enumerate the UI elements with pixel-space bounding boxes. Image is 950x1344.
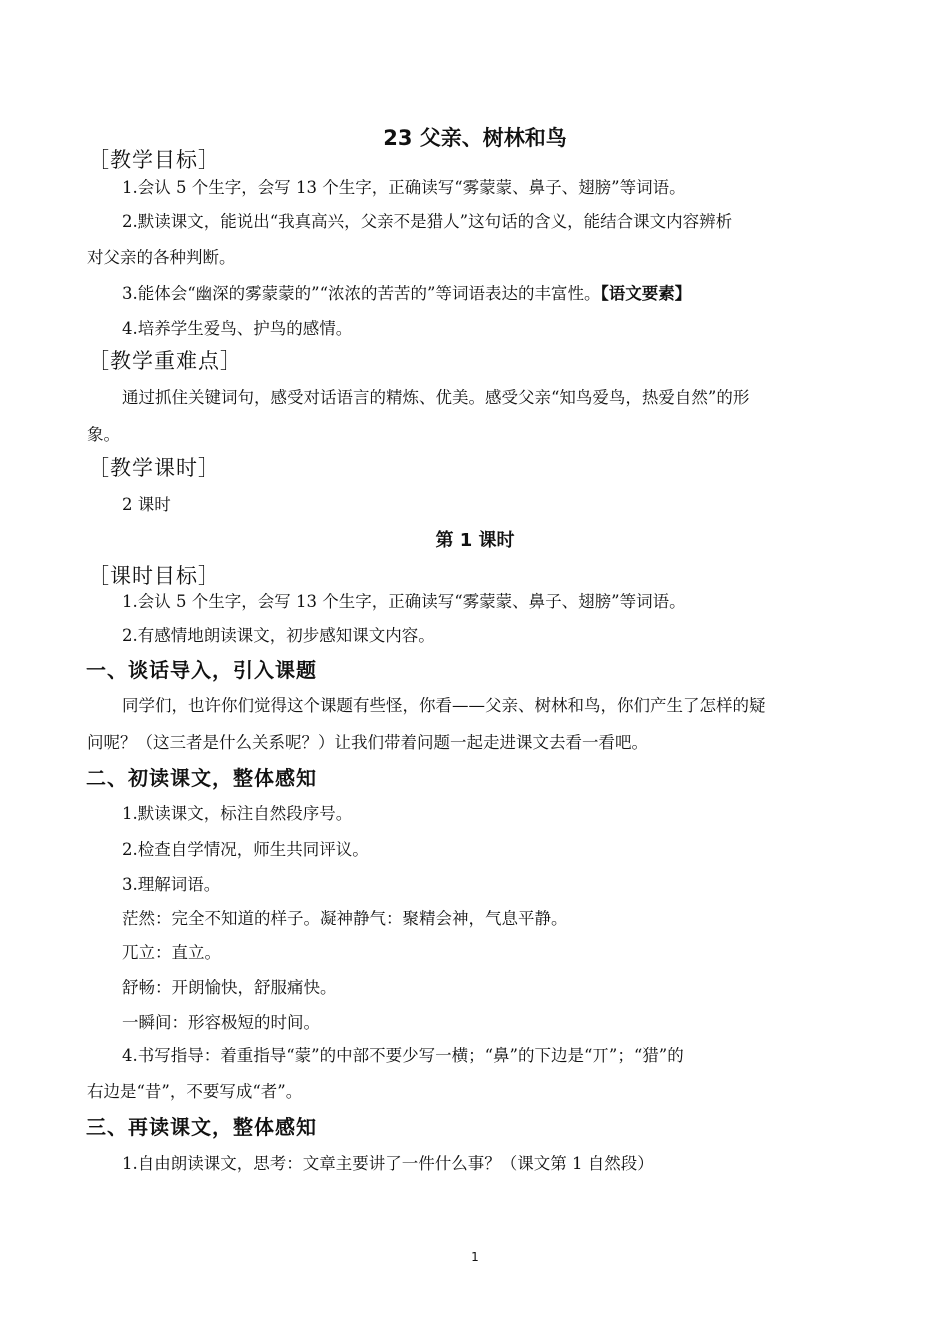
part-2-heading: 二、初读课文，整体感知: [86, 766, 317, 790]
objective-item-4: 4.培养学生爱鸟、护鸟的感情。: [122, 319, 353, 338]
part-2-item-4-cont: 右边是“昔”，不要写成“者”。: [87, 1082, 303, 1101]
lesson-goal-2: 2.有感情地朗读课文，初步感知课文内容。: [122, 626, 435, 645]
part-2-vocab-1: 茫然：完全不知道的样子。凝神静气：聚精会神，气息平静。: [122, 909, 568, 928]
key-points-line-1: 通过抓住关键词句，感受对话语言的精炼、优美。感受父亲“知鸟爱鸟，热爱自然”的形: [122, 388, 750, 407]
part-1-line-1: 同学们，也许你们觉得这个课题有些怪，你看——父亲、树林和鸟，你们产生了怎样的疑: [122, 696, 766, 715]
part-2-item-2: 2.检查自学情况，师生共同评议。: [122, 840, 369, 859]
objective-item-2: 2.默读课文，能说出“我真高兴，父亲不是猎人”这句话的含义，能结合课文内容辨析: [122, 212, 733, 231]
key-points-line-2: 象。: [87, 425, 120, 444]
objective-item-1: 1.会认 5 个生字，会写 13 个生字，正确读写“雾蒙蒙、鼻子、翅膀”等词语。: [122, 178, 686, 197]
objective-item-3: [122, 283, 691, 305]
periods-heading: ［教学课时］: [88, 456, 220, 480]
objective-item-2-cont: 对父亲的各种判断。: [87, 248, 236, 267]
part-2-item-1: 1.默读课文，标注自然段序号。: [122, 804, 353, 823]
objectives-heading: ［教学目标］: [88, 148, 220, 172]
key-points-heading: ［教学重难点］: [88, 349, 242, 373]
lesson-goals-heading: ［课时目标］: [88, 564, 220, 588]
part-3-item-1: 1.自由朗读课文，思考：文章主要讲了一件什么事？（课文第 1 自然段）: [122, 1154, 654, 1173]
lesson-1-heading: 第 1 课时: [435, 530, 515, 551]
part-1-line-2: 问呢？（这三者是什么关系呢？）让我们带着问题一起走进课文去看一看吧。: [87, 733, 648, 752]
lesson-goal-1: 1.会认 5 个生字，会写 13 个生字，正确读写“雾蒙蒙、鼻子、翅膀”等词语。: [122, 592, 686, 611]
part-2-vocab-4: 一瞬间：形容极短的时间。: [122, 1013, 320, 1032]
objective-item-3-text: 3.能体会“幽深的雾蒙蒙的”“浓浓的苦苦的”等词语表达的丰富性。: [122, 284, 601, 303]
part-3-heading: 三、再读课文，整体感知: [86, 1115, 317, 1139]
page-number: 1: [471, 1250, 479, 1264]
page-title: 23 父亲、树林和鸟: [383, 126, 567, 150]
part-2-item-4: 4.书写指导：着重指导“蒙”的中部不要少写一横；“鼻”的下边是“丌”；“猎”的: [122, 1046, 684, 1065]
part-2-item-3: 3.理解词语。: [122, 875, 221, 894]
part-2-vocab-3: 舒畅：开朗愉快，舒服痛快。: [122, 978, 337, 997]
part-2-vocab-2: 兀立：直立。: [122, 943, 221, 962]
part-1-heading: 一、谈话导入，引入课题: [86, 658, 317, 682]
language-element-tag: 【语文要素】: [600, 284, 692, 303]
periods-value: 2 课时: [122, 495, 171, 514]
